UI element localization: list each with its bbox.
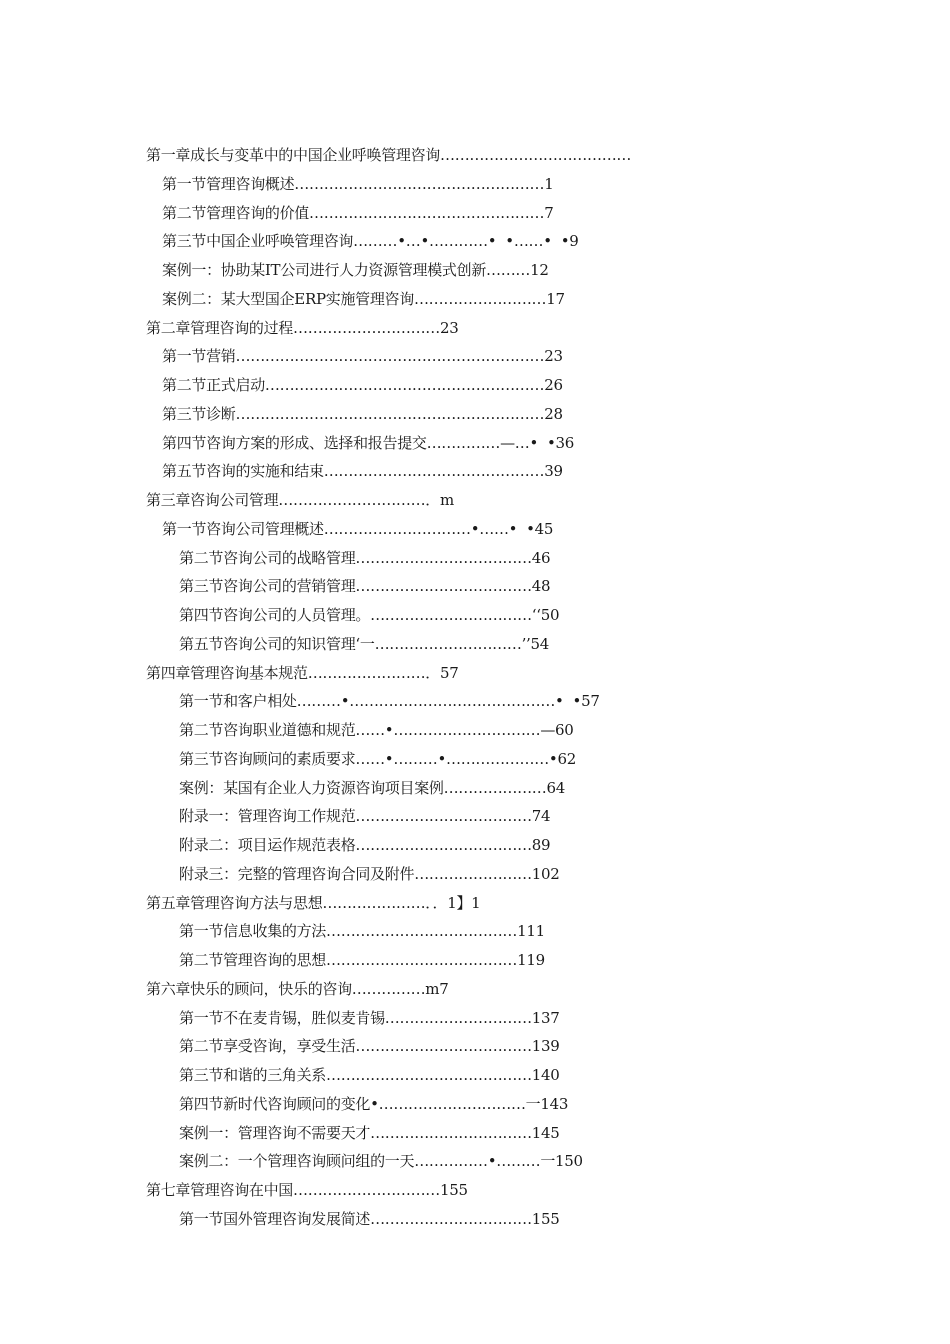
toc-chapter-entry: 第三章咨询公司管理…………………………．m — [146, 491, 454, 509]
table-of-contents — [0, 141, 950, 1234]
toc-section-entry: 第五节咨询公司的知识管理‘一…………………………’’54 — [179, 634, 549, 653]
toc-section-entry: 第三节诊断………………………………………………………28 — [162, 404, 563, 423]
toc-chapter-entry: 第一章成长与变革中的中国企业呼唤管理咨询………………………………… — [146, 146, 632, 164]
toc-chapter-entry: 第七章管理咨询在中国…………………………155 — [146, 1181, 468, 1199]
toc-section-entry: 第一节信息收集的方法…………………………………111 — [179, 922, 545, 941]
toc-section-entry: 第三节中国企业呼唤管理咨询………•…•…………• •……• •9 — [162, 232, 579, 251]
toc-section-entry: 案例一：协助某IT公司进行人力资源管理模式创新………12 — [162, 261, 549, 279]
toc-section-entry: 第五节咨询的实施和结束………………………………………39 — [162, 462, 563, 481]
toc-section-entry: 案例一：管理咨询不需要天才……………………………145 — [179, 1123, 560, 1142]
toc-section-entry: 案例二：一个管理咨询顾问组的一天……………•………一150 — [179, 1152, 583, 1171]
toc-section-entry: 第一节和客户相处………•……………………………………• •57 — [179, 692, 600, 711]
toc-chapter-entry: 第六章快乐的顾问，快乐的咨询……………m7 — [146, 979, 449, 998]
toc-section-entry: 第一节国外管理咨询发展简述……………………………155 — [179, 1209, 560, 1228]
toc-section-entry: 第二节咨询公司的战略管理………………………………46 — [179, 548, 551, 567]
toc-section-entry: 第一节营销………………………………………………………23 — [162, 347, 563, 366]
toc-section-entry: 第一节管理咨询概述……………………………………………1 — [162, 174, 554, 193]
toc-section-entry: 第二节享受咨询，享受生活………………………………139 — [179, 1037, 560, 1056]
toc-section-entry: 第一节咨询公司管理概述…………………………•……• •45 — [162, 519, 554, 538]
toc-chapter-entry: 第四章管理咨询基本规范……………………．57 — [146, 663, 459, 682]
toc-section-entry: 附录二：项目运作规范表格………………………………89 — [179, 836, 551, 854]
toc-section-entry: 第四节咨询公司的人员管理。……………………………‘‘50 — [179, 606, 560, 624]
toc-section-entry: 第二节正式启动…………………………………………………26 — [162, 376, 563, 394]
toc-section-entry: 第三节和谐的三角关系……………………………………140 — [179, 1066, 560, 1084]
toc-section-entry: 第三节咨询顾问的素质要求……•………•…………………•62 — [179, 749, 576, 768]
toc-section-entry: 第一节不在麦肯锡，胜似麦肯锡…………………………137 — [179, 1008, 560, 1027]
toc-section-entry: 案例：某国有企业人力资源咨询项目案例…………………64 — [179, 778, 565, 797]
toc-section-entry: 第二节咨询职业道德和规范……•…………………………—60 — [179, 721, 574, 739]
toc-section-entry: 案例二：某大型国企ERP实施管理咨询………………………17 — [162, 289, 565, 308]
toc-chapter-entry: 第五章管理咨询方法与思想…………………．．1】1 — [146, 893, 481, 912]
toc-chapter-entry: 第二章管理咨询的过程…………………………23 — [146, 318, 459, 337]
toc-section-entry: 第三节咨询公司的营销管理………………………………48 — [179, 577, 551, 596]
toc-section-entry: 第四节新时代咨询顾问的变化•…………………………一143 — [179, 1094, 569, 1113]
toc-section-entry: 附录三：完整的管理咨询合同及附件……………………102 — [179, 864, 560, 883]
toc-section-entry: 第四节咨询方案的形成、选择和报告提交……………—…• •36 — [162, 433, 575, 452]
toc-section-entry: 第二节管理咨询的思想…………………………………119 — [179, 951, 545, 969]
toc-section-entry: 附录一：管理咨询工作规范………………………………74 — [179, 807, 551, 826]
toc-section-entry: 第二节管理咨询的价值…………………………………………7 — [162, 203, 554, 222]
